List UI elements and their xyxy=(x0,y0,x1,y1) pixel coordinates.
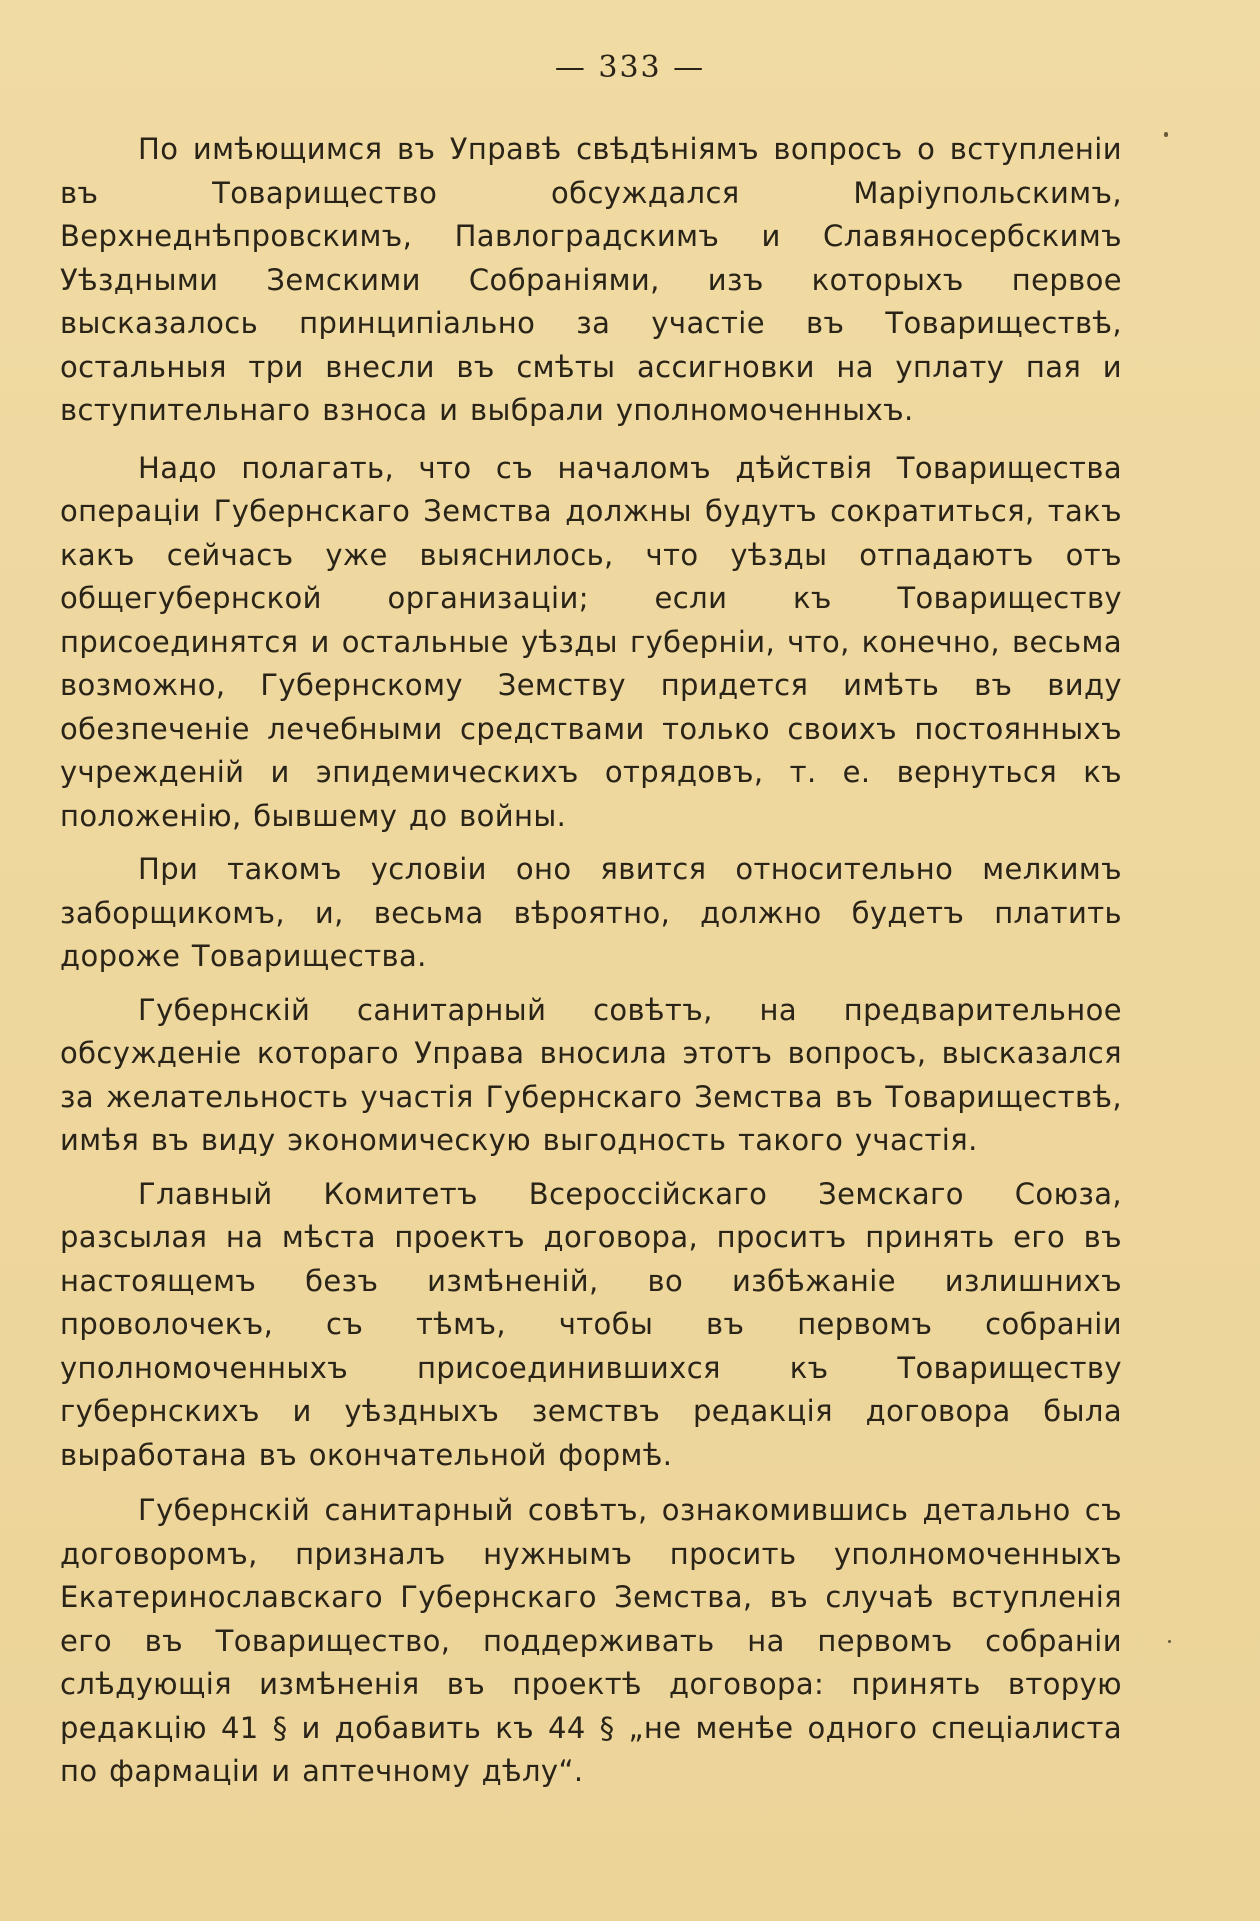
paragraph-2: Надо полагать, что съ началомъ дѣйствія Товарищества операціи Губернскаго Земства должны будутъ сократиться, такъ какъ сейчасъ уже выяснилось, что уѣзды отпадаютъ отъ общегубернской организаціи; если къ Товариществу присоединятся и остальные уѣзды губерніи, что, конечно, весьма возможно, Губернскому Земству придется имѣть въ виду обезпеченіе лечебными средствами только своихъ постоянныхъ учрежденій и эпидемическихъ отрядовъ, т. е. вернуться къ положенію, бывшему до войны. xyxy=(60,450,1122,833)
paragraph-5: Главный Комитетъ Всероссійскаго Земскаго Союза, разсылая на мѣста проектъ договора, проситъ принять его въ настоящемъ безъ измѣненій, во избѣжаніе излишнихъ проволочекъ, съ тѣмъ, чтобы въ первомъ собраніи уполномоченныхъ присоединившихся къ Товариществу губернскихъ и уѣздныхъ земствъ редакція договора была выработана въ окончательной формѣ. xyxy=(60,1176,1122,1472)
ink-speck xyxy=(1164,132,1168,137)
paragraph-3: При такомъ условіи оно явится относительно мелкимъ заборщикомъ, и, весьма вѣроятно, должно будетъ платить дороже Товарищества. xyxy=(60,852,1122,973)
paragraph-6: Губернскій санитарный совѣтъ, ознакомившись детально съ договоромъ, призналъ нужнымъ просить уполномоченныхъ Екатеринославскаго Губернскаго Земства, въ случаѣ вступленія его въ Товарищество, поддерживать на первомъ собраніи слѣдующія измѣненія въ проектѣ договора: принять вторую редакцію 41 § и добавить къ 44 § „не менѣе одного спеціалиста по фармаціи и аптечному дѣлу“. xyxy=(60,1493,1122,1788)
text-body xyxy=(60,128,1122,1804)
paragraph-1: По имѣющимся въ Управѣ свѣдѣніямъ вопросъ о вступленіи въ Товарищество обсуждался Маріупольскимъ, Верхнеднѣпровскимъ, Павлоградскимъ и Славяносербскимъ Уѣздными Земскими Собраніями, изъ которыхъ первое высказалось принципіально за участіе въ Товариществѣ, остальныя три внесли въ смѣты ассигновки на уплату пая и вступительнаго взноса и выбрали уполномоченныхъ. xyxy=(60,132,1122,427)
paragraph-4: Губернскій санитарный совѣтъ, на предварительное обсужденіе котораго Управа вносила этотъ вопросъ, высказался за желательность участія Губернскаго Земства въ Товариществѣ, имѣя въ виду экономическую выгодность такого участія. xyxy=(60,992,1122,1157)
ink-speck xyxy=(1168,1640,1171,1643)
page-number: — 333 — xyxy=(554,50,706,85)
